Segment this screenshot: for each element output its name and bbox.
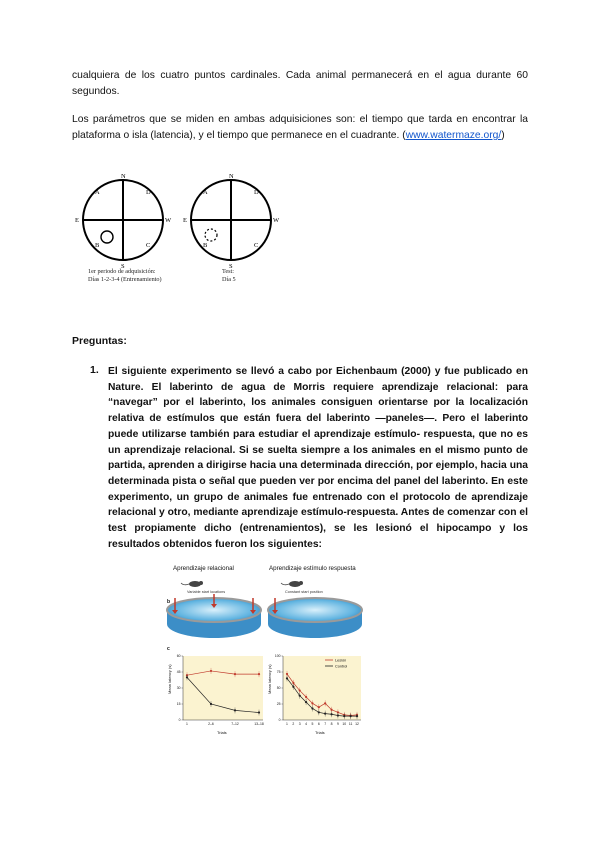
y-tick-label: 30 — [176, 686, 181, 691]
maze-test-circle — [183, 173, 280, 270]
question-1-text: El siguiente experimento se llevó a cabo por Eichenbaum (2000) y fue publicado en Nature. El laberinto de agua de Morris requiere aprendizaje relacional: para “navegar” por el laberinto, los animales consiguen orientarse por la localización relativa de estímulos que están fuera del laberinto —paneles—. Pero el laberinto puede utilizarse también para estudiar el aprendizaje estímulo- respuesta, que no es un aprendizaje relacional. Si se suelta siempre a los animales en el mismo punto de partida, aprenden a dirigirse hacia una determinada dirección, por ejemplo, hacia una determinada pista o señal que pueden ver por encima del panel del laberinto. En este experimento, un grupo de animales fue entrenado con el protocolo de aprendizaje relacional y otro, mediante aprendizaje estímulo-respuesta. Antes de comenzar con el test propiamente dicho (entrenamientos), se les lesionó el hipocampo y los resultados obtenidos fueron los siguientes: — [108, 366, 528, 550]
caption-training-line-1: 1er periodo de adquisición: — [88, 268, 156, 275]
label-w: W — [165, 217, 172, 224]
data-point — [299, 695, 301, 697]
y-tick-label: 0 — [278, 718, 281, 723]
intro-paragraph-1: cualquiera de los cuatro puntos cardinales. Cada animal permanecerá en el agua durante 60 segundos. — [72, 70, 528, 97]
x-tick-label: 2–6 — [208, 722, 214, 726]
x-tick-label: 2 — [292, 722, 295, 726]
data-point — [234, 673, 236, 675]
label-e: E — [75, 217, 79, 224]
data-point — [210, 670, 212, 672]
data-point — [286, 673, 288, 675]
x-tick-label: 13–18 — [254, 722, 264, 726]
intro-paragraph-2-text: Los parámetros que se miden en ambas adquisiciones son: el tiempo que tarda en encontrar la plataforma o isla (latencia), y el tiempo que permanece en el cuadrante. ( — [72, 114, 528, 141]
data-point — [356, 715, 358, 717]
pool-right-label: Constant start position — [285, 590, 323, 594]
y-tick-label: 15 — [176, 702, 181, 707]
label-s: S — [229, 263, 233, 270]
questions-heading: Preguntas: — [72, 335, 127, 347]
data-point — [258, 673, 260, 675]
label-a: A — [203, 189, 208, 196]
x-tick-label: 8 — [330, 722, 333, 726]
data-point — [258, 711, 260, 713]
data-point — [324, 702, 326, 704]
data-point — [330, 713, 332, 715]
data-point — [330, 709, 332, 711]
panel-label-c: c — [167, 646, 170, 652]
y-tick-label: 60 — [176, 654, 181, 659]
data-point — [286, 677, 288, 679]
question-number: 1. — [90, 364, 99, 376]
label-d: D — [254, 189, 259, 196]
x-tick-label: 3 — [298, 722, 301, 726]
data-point — [299, 689, 301, 691]
removed-platform-marker — [205, 229, 217, 241]
x-tick-label: 1 — [286, 722, 288, 726]
eichenbaum-figure — [165, 562, 365, 742]
x-tick-label: 11 — [348, 722, 353, 726]
data-point — [318, 711, 320, 713]
data-point — [311, 702, 313, 704]
figure-title-right: Aprendizaje estímulo respuesta — [269, 565, 356, 572]
data-point — [305, 696, 307, 698]
data-point — [337, 714, 339, 716]
label-e: E — [183, 217, 187, 224]
caption-training — [88, 268, 162, 284]
y-tick-label: 50 — [276, 686, 281, 691]
rat-icon — [281, 581, 303, 587]
label-n: N — [229, 173, 234, 180]
label-n: N — [121, 173, 126, 180]
label-c: C — [146, 242, 151, 249]
data-point — [350, 715, 352, 717]
morris-maze-diagram — [76, 172, 336, 272]
x-tick-label: 10 — [342, 722, 347, 726]
intro-paragraph-2 — [72, 112, 528, 144]
pool-stimulus-response — [268, 590, 362, 638]
data-point — [318, 706, 320, 708]
data-point — [210, 703, 212, 705]
label-c: C — [254, 242, 259, 249]
data-point — [324, 713, 326, 715]
legend-lesion: Lesión — [335, 658, 347, 663]
data-point — [292, 686, 294, 688]
data-point — [305, 701, 307, 703]
platform-marker — [101, 231, 113, 243]
label-b: B — [203, 242, 208, 249]
x-tick-label: 7–12 — [231, 722, 239, 726]
maze-training-circle — [75, 173, 172, 270]
label-b: B — [95, 242, 100, 249]
x-tick-label: 9 — [336, 722, 339, 726]
legend-control: Control — [335, 664, 348, 669]
y-tick-label: 45 — [176, 670, 181, 675]
panel-label-b: b — [167, 599, 171, 605]
x-axis-label-right: Trials — [315, 730, 325, 735]
caption-training-line-2: Días 1-2-3-4 (Entrenamiento) — [88, 276, 162, 283]
plot-area-left — [183, 656, 263, 720]
caption-test-line-2: Día 5 — [222, 276, 236, 283]
y-axis-label-right: Mean latency (s) — [267, 664, 272, 694]
data-point — [292, 682, 294, 684]
caption-test — [222, 268, 236, 284]
pool-relational — [167, 590, 261, 638]
data-point — [234, 709, 236, 711]
y-tick-label: 100 — [274, 654, 281, 659]
x-tick-label: 7 — [324, 722, 327, 726]
data-point — [343, 715, 345, 717]
y-tick-label: 25 — [276, 702, 281, 707]
rat-icon — [181, 581, 203, 587]
x-tick-label: 4 — [305, 722, 308, 726]
pool-left-label: Variable start locations — [187, 590, 226, 594]
y-tick-label: 75 — [276, 670, 281, 675]
x-tick-label: 12 — [355, 722, 359, 726]
label-d: D — [146, 189, 151, 196]
label-w: W — [273, 217, 280, 224]
label-a: A — [95, 189, 100, 196]
y-tick-label: 0 — [178, 718, 181, 723]
x-tick-label: 5 — [311, 722, 314, 726]
figure-title-left: Aprendizaje relacional — [173, 565, 234, 572]
x-axis-label-left: Trials — [217, 730, 227, 735]
label-s: S — [121, 263, 125, 270]
data-point — [186, 676, 188, 678]
x-tick-label: 6 — [317, 722, 320, 726]
caption-test-line-1: Test: — [222, 268, 234, 275]
watermaze-link[interactable]: www.watermaze.org/ — [405, 130, 502, 141]
x-tick-label: 1 — [186, 722, 188, 726]
intro-paragraph-2-close: ) — [501, 130, 505, 141]
data-point — [311, 707, 313, 709]
y-axis-label-left: Mean latency (s) — [167, 664, 172, 694]
